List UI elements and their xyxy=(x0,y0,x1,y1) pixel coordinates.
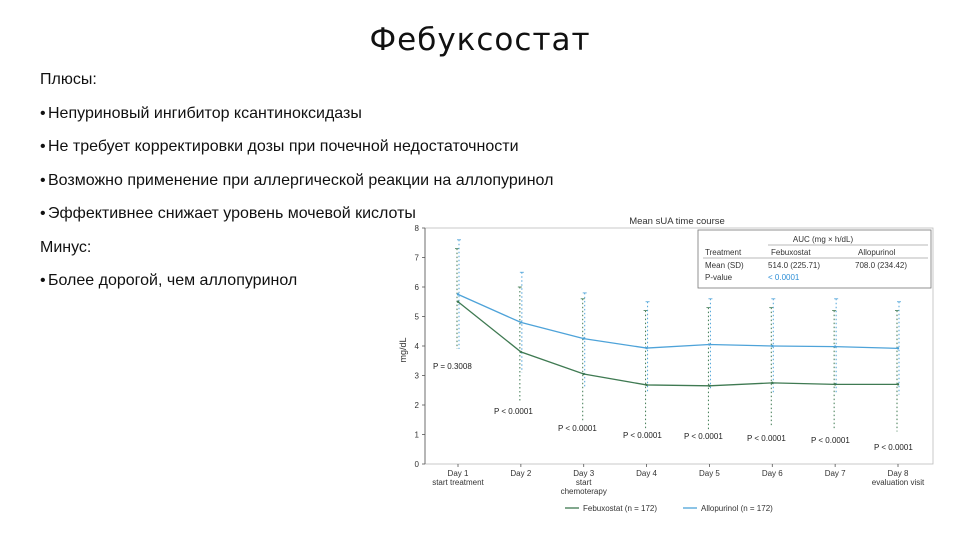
x-tick-label-line: Day 5 xyxy=(698,469,720,478)
x-tick-label-line: evaluation visit xyxy=(871,478,925,487)
x-tick-label-line: Day 8 xyxy=(887,469,909,478)
auc-row-mean-label: Mean (SD) xyxy=(705,261,744,270)
auc-row-p-label: P-value xyxy=(705,273,733,282)
pro-item-text: Эффективнее снижает уровень мочевой кислоты xyxy=(48,205,416,222)
p-value-label: P < 0.0001 xyxy=(623,431,662,440)
pros-label: Плюсы: xyxy=(40,71,97,88)
x-tick-label xyxy=(561,469,607,496)
y-tick-label: 1 xyxy=(414,430,419,440)
x-tick-label-line: Day 4 xyxy=(636,469,658,478)
x-tick-label-line: Day 2 xyxy=(510,469,532,478)
x-tick-label-line: Day 3 xyxy=(573,469,595,478)
data-point xyxy=(771,382,773,384)
x-tick-label-line: chemoterapy xyxy=(560,487,607,496)
pro-item-text: Непуриновый ингибитор ксантиноксидазы xyxy=(48,104,362,122)
auc-mean-allopurinol: 708.0 (234.42) xyxy=(855,261,908,270)
x-tick-label-line: start xyxy=(575,478,592,487)
pro-item-1 xyxy=(40,104,660,124)
data-point xyxy=(834,345,836,347)
data-point xyxy=(457,293,459,295)
x-tick-label-line: start treatment xyxy=(432,478,484,487)
pro-item-text: Возможно применение при аллергической реакции на аллопуринол xyxy=(48,171,554,189)
bullet-icon: • xyxy=(40,171,46,189)
y-tick-label: 5 xyxy=(414,312,419,322)
p-value-label: P < 0.0001 xyxy=(874,443,913,452)
data-point xyxy=(583,373,585,375)
x-axis xyxy=(432,464,925,496)
p-value-label: P < 0.0001 xyxy=(684,432,723,441)
auc-mean-febuxostat: 514.0 (225.71) xyxy=(768,261,821,270)
x-tick-label-line: Day 1 xyxy=(447,469,469,478)
data-point xyxy=(897,347,899,349)
data-point xyxy=(708,385,710,387)
data-point xyxy=(520,321,522,323)
y-tick-label: 4 xyxy=(414,342,419,351)
y-tick-label: 6 xyxy=(414,283,419,292)
x-tick-label xyxy=(636,469,657,478)
sua-chart-svg xyxy=(393,210,947,536)
cons-label: Минус: xyxy=(40,238,92,256)
series-line xyxy=(458,302,898,386)
data-point xyxy=(897,383,899,385)
auc-p-value: < 0.0001 xyxy=(768,273,800,282)
x-tick-label xyxy=(510,469,531,478)
bullet-icon: • xyxy=(40,138,46,155)
x-tick-label xyxy=(699,469,720,478)
data-point xyxy=(834,383,836,385)
legend-label: Febuxostat (n = 172) xyxy=(583,504,658,513)
bullet-icon: • xyxy=(40,272,46,289)
data-point xyxy=(457,301,459,303)
p-value-label: P = 0.3008 xyxy=(433,362,472,371)
legend xyxy=(565,504,773,513)
p-value-label: P < 0.0001 xyxy=(811,436,850,445)
y-tick-label: 0 xyxy=(414,460,419,469)
p-value-label: P < 0.0001 xyxy=(558,424,597,433)
pro-item-2 xyxy=(40,137,660,157)
auc-table xyxy=(698,230,931,288)
auc-col-treatment: Treatment xyxy=(705,248,742,257)
pro-item-text: Не требует корректировки дозы при почечной недостаточности xyxy=(48,138,519,155)
auc-col-febuxostat: Febuxostat xyxy=(771,248,811,257)
p-value-label: P < 0.0001 xyxy=(747,434,786,443)
bullet-icon: • xyxy=(40,205,46,222)
x-tick-label xyxy=(432,469,484,487)
sua-chart xyxy=(393,210,947,536)
data-point xyxy=(708,343,710,345)
y-axis-label: mg/dL xyxy=(398,337,408,363)
y-tick-label: 3 xyxy=(414,371,419,381)
bullet-icon: • xyxy=(40,104,46,122)
x-tick-label-line: Day 7 xyxy=(824,469,846,478)
data-point xyxy=(771,345,773,347)
auc-col-allopurinol: Allopurinol xyxy=(858,248,896,257)
legend-label: Allopurinol (n = 172) xyxy=(701,504,773,513)
y-axis xyxy=(415,224,425,469)
p-value-labels xyxy=(433,362,913,452)
auc-header: AUC (mg × h/dL) xyxy=(792,235,854,244)
y-tick-label: 2 xyxy=(414,401,419,410)
data-point xyxy=(520,351,522,353)
x-tick-label xyxy=(872,469,925,487)
chart-title: Mean sUA time course xyxy=(629,216,725,227)
slide-title: Фебуксостат xyxy=(369,22,591,58)
x-tick-label-line: Day 6 xyxy=(761,469,783,478)
x-tick-label xyxy=(762,469,783,478)
data-point xyxy=(645,384,647,386)
data-point xyxy=(583,337,585,339)
y-tick-label: 8 xyxy=(414,224,419,233)
pro-item-3 xyxy=(40,171,660,191)
p-value-label: P < 0.0001 xyxy=(494,407,533,416)
x-tick-label xyxy=(825,469,846,478)
data-point xyxy=(645,347,647,349)
y-tick-label: 7 xyxy=(414,253,419,263)
con-item-text: Более дорогой, чем аллопуринол xyxy=(48,272,298,289)
series-line xyxy=(458,294,898,348)
series-lines xyxy=(457,293,899,387)
